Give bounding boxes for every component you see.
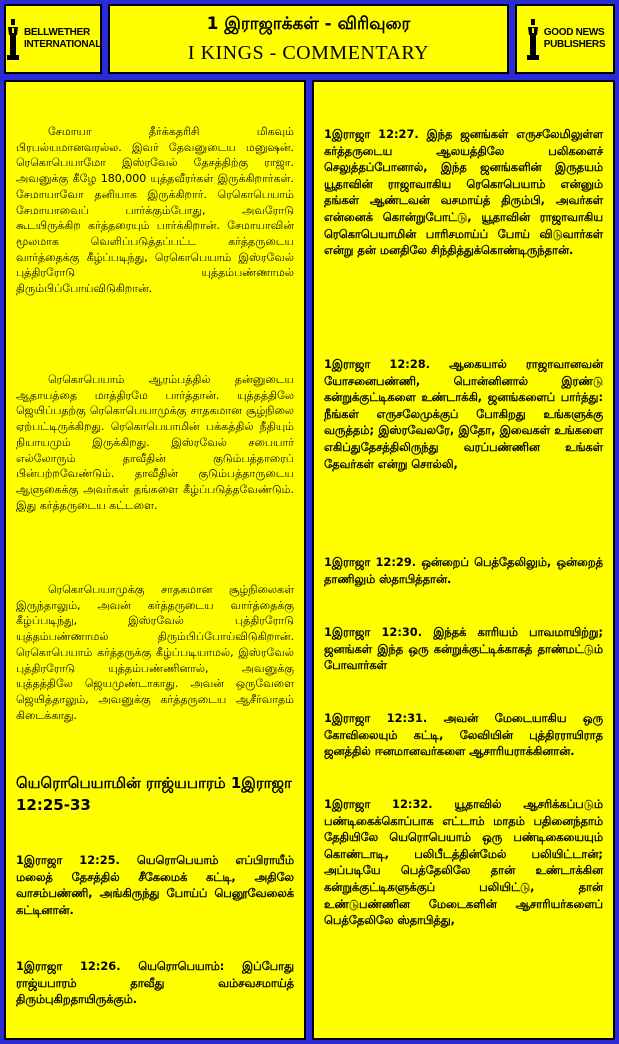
verse-12-32: 1இராஜா 12:32. யூதாவில் ஆசரிக்கப்படும் பண்டிகைக்கொப்பாக எட்டாம் மாதம் பதினைந்தாம் தேதியிலே யெரொபெயாம் ஒரு பண்டிகையையும் கொண்டாடி, பலிபீடத்தின்மேல் பலியிட்டான்; அப்படியே பெத்தேலிலே தான் உண்டாக்கின கன்றுக்குட்டிகளுக்குப் பலியிட்டு, தான் உண்டுபண்ணின மேடைகளின் ஆசாரியர்களைப் பெத்தேலிலே ஸ்தாபித்து, <box>324 797 603 928</box>
verse-12-31: 1இராஜா 12:31. அவன் மேடையாகிய ஒரு கோவிலையும் கட்டி, லேவியின் புத்திரராயிராத ஜனத்தில் ஈனமானவர்களை ஆசாரியராக்கினான். <box>324 711 603 759</box>
title-tamil: 1 இராஜாக்கள் - விரிவுரை <box>206 14 411 34</box>
commentary-paragraph-2: ரெகொபெயாம் ஆரம்பத்தில் தன்னுடைய ஆதாயத்தை மாத்திரமே பார்த்தான். யுத்தத்திலே ஜெயிப்பதற்கு ரெகொபெயாமுக்கு சாதகமான சூழ்நிலை ஏற்பட்டிருக்கிறது. ரெகொபெயாமின் பக்கத்தில் நீதியும் நியாயமும் இருக்கிறது. இஸ்ரவேல் சபையார் எல்லோரும் தாவீதின் குடும்பத்தாரைப் பின்பற்றவேண்டும். தாவீதின் குடும்பத்தாருடைய ஆளுகைக்கு அவர்கள் தங்களை கீழ்ப்படுத்தவேண்டும். இது கர்த்தருடைய கட்டளை. <box>16 373 294 512</box>
verse-12-26: 1இராஜா 12:26. யெரொபெயாம்: இப்போது ராஜ்யபாரம் தாவீது வம்சவசமாய்த் திரும்புகிறதாயிருக்கும். <box>16 959 294 1007</box>
good-news-logo <box>515 4 615 74</box>
verse-12-30: 1இராஜா 12:30. இந்தக் காரியம் பாவமாயிற்று; ஜனங்கள் இந்த ஒரு கன்றுக்குட்டிக்காகத் தாண்மட்டும் போவார்கள் <box>324 625 603 673</box>
right-column <box>312 80 615 1040</box>
commentary-paragraph-3: ரெகொபெயாமுக்கு சாதகமான சூழ்நிலைகள் இருந்தாலும், அவன் கர்த்தருடைய வார்த்தைக்கு கீழ்ப்படிந்து, இஸ்ரவேல் புத்திரரோடு யுத்தம்பண்ணாமல் திரும்பிப்போய்விடுகிறான். ரெகொபெயாம் கர்த்தருக்கு கீழ்ப்படியாமல், இஸ்ரவேல் புத்திரரோடு யுத்தம்பண்ணினால், அவனுக்கு யுத்தத்திலே ஜெயமுண்டாகாது. அவன் ஒருவேளை ஜெயித்தாலும், அவனுக்கு கர்த்தருடைய ஆசீர்வாதம் கிடைக்காது. <box>16 583 294 722</box>
logo-right-line2: PUBLISHERS <box>543 39 606 50</box>
verse-12-28: 1இராஜா 12:28. ஆகையால் ராஜாவானவன் யோசனைபண்ணி, பொன்னினால் இரண்டு கன்றுக்குட்டிகளை உண்டாக்கி, ஜனங்களைப் பார்த்து: நீங்கள் எருசலேமுக்குப் போகிறது உங்களுக்கு வருத்தம்; இஸ்ரவேலரே, இதோ, இவைகள் உங்களை எகிப்துதேசத்திலிருந்து வரப்பண்ணின உங்கள் தேவர்கள் என்று சொல்லி, <box>324 357 603 471</box>
logo-left-line1: BELLWETHER <box>23 27 90 38</box>
left-column <box>4 80 306 1040</box>
verse-12-27: 1இராஜா 12:27. இந்த ஜனங்கள் எருசலேமிலுள்ள கர்த்தருடைய ஆலயத்திலே பலிகளைச் செலுத்தப்போனால், இந்த ஜனங்களின் இருதயம் யூதாவின் ராஜாவாகிய ரெகொபெயாம் என்னும் தங்கள் ஆண்டவன் வசமாய்த் திரும்பி, அவர்கள் என்னைக் கொன்றுபோட்டு, யூதாவின் ராஜாவாகிய ரெகொபெயாமின் பாரிசமாய்ப் போய் விடுவார்கள் என்று தன் மனதிலே சிந்தித்துக்கொண்டிருந்தான். <box>324 127 603 258</box>
tower-icon <box>525 17 541 61</box>
logo-left-line2: INTERNATIONAL <box>23 39 102 50</box>
page-header <box>108 4 509 74</box>
verse-12-29: 1இராஜா 12:29. ஒன்றைப் பெத்தேலிலும், ஒன்றைத் தாணிலும் ஸ்தாபித்தான். <box>324 555 603 586</box>
bellwether-logo <box>4 4 102 74</box>
tower-icon <box>5 17 21 61</box>
title-english: I KINGS - COMMENTARY <box>187 42 430 64</box>
verse-12-25: 1இராஜா 12:25. யெரொபெயாம் எப்பிராயீம் மலைத் தேசத்தில் சீகேமைக் கட்டி, அதிலே வாசம்பண்ணி, அங்கிருந்து போய்ப் பெனூவேலைக் கட்டினான். <box>16 853 294 917</box>
commentary-paragraph-1: சேமாயா தீர்க்கதரிசி மிகவும் பிரபல்யமானவரல்ல. இவர் தேவனுடைய மனுஷன். ரெகொபெயாமோ இஸ்ரவேல் தேசத்திற்கு ராஜா. அவனுக்கு கீழே 180,000 யுத்தவீரர்கள் இருக்கிறார்கள். சேமாயாவோ தனியாக இருக்கிறார். ரெகொபெயாம் சேமாயாவைப் பார்க்கும்போது, அவரோடு கூடயிருக்கிற கர்த்தரையும் பார்க்கிறான். சேமாயாவின் மூலமாக வெளிப்படுத்தப்பட்ட கர்த்தருடைய வார்த்தைக்கு கீழ்ப்படிந்து, ரெகொபெயாம் இஸ்ரவேல் புத்திரரோடு யுத்தம்பண்ணாமல் திரும்பிப்போய்விடுகிறான். <box>16 125 294 296</box>
logo-right-line1: GOOD NEWS <box>543 27 605 38</box>
section-heading: யெரொபெயாமின் ராஜ்யபாரம் 1இராஜா 12:25-33 <box>16 774 292 814</box>
